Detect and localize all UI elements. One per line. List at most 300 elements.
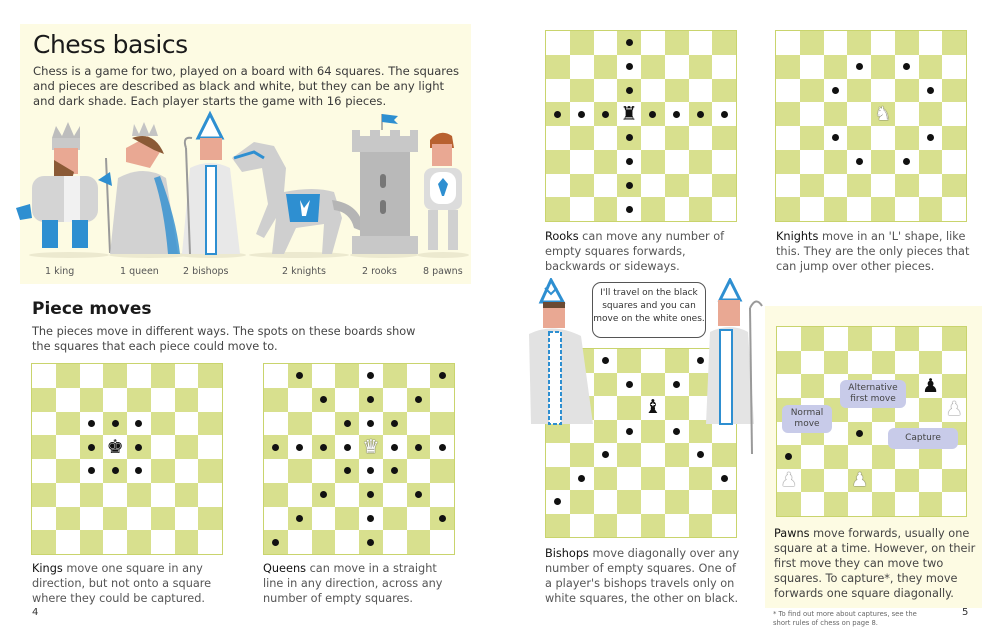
move-dot-icon <box>439 444 446 451</box>
board-square <box>407 364 431 388</box>
board-square <box>127 483 151 507</box>
board-square <box>617 490 641 514</box>
board-square <box>594 373 618 397</box>
board-square <box>359 530 383 554</box>
board-square <box>288 530 312 554</box>
board-square <box>942 174 966 198</box>
board-square <box>712 79 736 103</box>
board-square <box>127 388 151 412</box>
board-square <box>942 126 966 150</box>
board-square <box>641 55 665 79</box>
board-square <box>689 514 713 538</box>
board-square <box>871 55 895 79</box>
board-square <box>641 396 665 420</box>
board-square <box>919 150 943 174</box>
board-square <box>175 507 199 531</box>
board-square <box>617 373 641 397</box>
board-square <box>80 364 104 388</box>
board-square <box>594 174 618 198</box>
board-square <box>546 174 570 198</box>
board-square <box>32 483 56 507</box>
move-dot-icon <box>649 111 656 118</box>
board-square <box>546 514 570 538</box>
board-square <box>312 507 336 531</box>
board-square <box>712 126 736 150</box>
pawn-piece-icon: ♟ <box>780 469 798 492</box>
pawn-piece-icon: ♟ <box>922 374 940 397</box>
board-square <box>430 364 454 388</box>
board-square <box>175 364 199 388</box>
move-dot-icon <box>578 475 585 482</box>
move-dot-icon <box>344 444 351 451</box>
board-square <box>847 102 871 126</box>
board-square <box>546 55 570 79</box>
move-dot-icon <box>626 87 633 94</box>
board-square <box>264 483 288 507</box>
board-square <box>665 349 689 373</box>
board-square <box>335 507 359 531</box>
board-square <box>151 388 175 412</box>
board-square <box>175 530 199 554</box>
board-square <box>546 443 570 467</box>
board-square <box>56 364 80 388</box>
move-dot-icon <box>626 428 633 435</box>
board-square <box>32 459 56 483</box>
board-square <box>617 420 641 444</box>
board-square <box>312 435 336 459</box>
board-square <box>80 388 104 412</box>
board-square <box>872 492 896 516</box>
board-square <box>570 126 594 150</box>
board-square <box>617 467 641 491</box>
board-square <box>689 126 713 150</box>
board-square <box>127 507 151 531</box>
move-dot-icon <box>721 475 728 482</box>
board-square <box>942 79 966 103</box>
board-square <box>312 459 336 483</box>
label-king: 1 king <box>45 266 75 277</box>
board-square <box>712 150 736 174</box>
move-dot-icon <box>296 444 303 451</box>
pawn-caption-text: move forwards, usually one square at a time. However, on their first move they can move two squares. To capture*, they move forwards one square diagonally. <box>774 527 976 600</box>
board-square <box>665 102 689 126</box>
bishop-figure-icon <box>178 114 246 258</box>
king-caption-bold: Kings <box>32 562 63 575</box>
board-square <box>895 327 919 351</box>
board-square <box>570 443 594 467</box>
board-square <box>641 514 665 538</box>
board-square <box>617 126 641 150</box>
board-square <box>407 459 431 483</box>
board-square <box>594 420 618 444</box>
king-moves-board <box>31 363 223 555</box>
board-square <box>407 507 431 531</box>
board-square <box>776 102 800 126</box>
board-square <box>847 197 871 221</box>
intro-text: Chess is a game for two, played on a board with 64 squares. The squares and pieces are described as black and white, but they can be any light and dark shade. Each player starts the game with 16 pieces. <box>33 64 459 108</box>
pawn-figure-icon <box>417 133 469 258</box>
queen-moves-board <box>263 363 455 555</box>
board-square <box>641 443 665 467</box>
board-square <box>801 351 825 375</box>
board-square <box>665 126 689 150</box>
board-square <box>312 412 336 436</box>
move-dot-icon <box>439 515 446 522</box>
move-dot-icon <box>856 63 863 70</box>
alternative-first-move-label: Alternative first move <box>840 380 906 408</box>
board-square <box>665 490 689 514</box>
queen-caption <box>263 561 458 606</box>
board-square <box>665 197 689 221</box>
board-square <box>617 514 641 538</box>
board-square <box>312 483 336 507</box>
board-square <box>800 174 824 198</box>
board-square <box>103 459 127 483</box>
board-square <box>641 197 665 221</box>
board-square <box>198 412 222 436</box>
move-dot-icon <box>673 111 680 118</box>
board-square <box>383 530 407 554</box>
board-square <box>776 31 800 55</box>
board-square <box>594 514 618 538</box>
board-square <box>919 31 943 55</box>
board-square <box>641 467 665 491</box>
move-dot-icon <box>673 428 680 435</box>
label-rooks: 2 rooks <box>362 266 397 277</box>
king-caption <box>32 561 222 606</box>
board-square <box>942 327 966 351</box>
board-square <box>617 55 641 79</box>
piece-count-labels <box>20 266 471 280</box>
board-square <box>872 351 896 375</box>
board-square <box>594 102 618 126</box>
board-square <box>919 79 943 103</box>
board-square <box>383 459 407 483</box>
board-square <box>665 420 689 444</box>
board-square <box>198 459 222 483</box>
move-dot-icon <box>626 134 633 141</box>
page-title: Chess basics <box>33 30 188 59</box>
queen-caption-bold: Queens <box>263 562 306 575</box>
board-square <box>777 445 801 469</box>
board-square <box>895 126 919 150</box>
rook-caption-text: can move any number of empty squares forwards, backwards or sideways. <box>545 230 725 273</box>
board-square <box>942 351 966 375</box>
board-square <box>312 388 336 412</box>
move-dot-icon <box>626 206 633 213</box>
board-square <box>175 435 199 459</box>
board-square <box>942 398 966 422</box>
board-square <box>594 126 618 150</box>
board-square <box>430 483 454 507</box>
board-square <box>641 373 665 397</box>
board-square <box>546 197 570 221</box>
board-square <box>641 420 665 444</box>
board-square <box>895 469 919 493</box>
board-square <box>824 197 848 221</box>
board-square <box>594 490 618 514</box>
board-square <box>407 412 431 436</box>
board-square <box>712 197 736 221</box>
move-dot-icon <box>320 444 327 451</box>
normal-move-label: Normal move <box>782 405 832 433</box>
board-square <box>712 490 736 514</box>
board-square <box>871 126 895 150</box>
board-square <box>288 412 312 436</box>
board-square <box>103 364 127 388</box>
board-square <box>175 483 199 507</box>
move-dot-icon <box>626 39 633 46</box>
board-square <box>359 483 383 507</box>
pawn-caption <box>774 526 979 601</box>
move-dot-icon <box>367 539 374 546</box>
section-title: Piece moves <box>32 299 152 319</box>
board-square <box>895 197 919 221</box>
board-square <box>32 388 56 412</box>
board-square <box>776 126 800 150</box>
speech-bubble: I'll travel on the black squares and you can move on the white ones. <box>592 282 706 338</box>
board-square <box>127 435 151 459</box>
knight-moves-board <box>775 30 967 222</box>
board-square <box>383 483 407 507</box>
board-square <box>641 174 665 198</box>
board-square <box>546 102 570 126</box>
board-square <box>594 396 618 420</box>
move-dot-icon <box>320 396 327 403</box>
board-square <box>594 55 618 79</box>
board-square <box>776 174 800 198</box>
board-square <box>712 174 736 198</box>
pawn-caption-bold: Pawns <box>774 527 810 540</box>
rook-caption <box>545 229 725 274</box>
move-dot-icon <box>832 134 839 141</box>
board-square <box>570 31 594 55</box>
board-square <box>335 435 359 459</box>
page-number-right: 5 <box>962 607 969 618</box>
bishop-piece-icon: ♝ <box>644 396 662 419</box>
board-square <box>127 530 151 554</box>
move-dot-icon <box>88 420 95 427</box>
board-square <box>665 79 689 103</box>
board-square <box>895 150 919 174</box>
board-square <box>847 150 871 174</box>
bishop-caption-text: move diagonally over any number of empty squares. One of a player's bishops travels only on white squares, the other on black. <box>545 547 740 605</box>
board-square <box>103 412 127 436</box>
board-square <box>641 79 665 103</box>
section-text: The pieces move in different ways. The spots on these boards show the squares that each piece could move to. <box>32 325 416 353</box>
board-square <box>430 459 454 483</box>
move-dot-icon <box>88 467 95 474</box>
board-square <box>359 364 383 388</box>
board-square <box>800 55 824 79</box>
board-square <box>777 351 801 375</box>
board-square <box>198 435 222 459</box>
board-square <box>895 55 919 79</box>
board-square <box>848 351 872 375</box>
board-square <box>383 364 407 388</box>
board-square <box>665 514 689 538</box>
board-square <box>777 469 801 493</box>
move-dot-icon <box>697 357 704 364</box>
board-square <box>801 445 825 469</box>
move-dot-icon <box>697 111 704 118</box>
board-square <box>617 197 641 221</box>
rook-piece-icon: ♜ <box>620 102 638 125</box>
board-square <box>776 150 800 174</box>
board-square <box>800 126 824 150</box>
board-square <box>824 150 848 174</box>
board-square <box>847 55 871 79</box>
board-square <box>430 388 454 412</box>
board-square <box>546 150 570 174</box>
board-square <box>800 150 824 174</box>
move-dot-icon <box>88 444 95 451</box>
board-square <box>407 435 431 459</box>
board-square <box>895 79 919 103</box>
board-square <box>942 102 966 126</box>
board-square <box>942 31 966 55</box>
board-square <box>895 102 919 126</box>
board-square <box>871 79 895 103</box>
board-square <box>617 79 641 103</box>
move-dot-icon <box>320 491 327 498</box>
board-square <box>800 31 824 55</box>
board-square <box>641 150 665 174</box>
board-square <box>919 174 943 198</box>
board-square <box>617 349 641 373</box>
move-dot-icon <box>697 451 704 458</box>
move-dot-icon <box>721 111 728 118</box>
board-square <box>919 492 943 516</box>
board-square <box>430 530 454 554</box>
board-square <box>175 412 199 436</box>
board-square <box>80 530 104 554</box>
board-square <box>151 364 175 388</box>
board-square <box>824 351 848 375</box>
board-square <box>127 364 151 388</box>
board-square <box>824 55 848 79</box>
board-square <box>546 126 570 150</box>
move-dot-icon <box>602 111 609 118</box>
move-dot-icon <box>927 87 934 94</box>
board-square <box>151 435 175 459</box>
board-square <box>942 55 966 79</box>
move-dot-icon <box>578 111 585 118</box>
board-square <box>359 507 383 531</box>
footnote: * To find out more about captures, see the short rules of chess on page 8. <box>773 610 917 627</box>
board-square <box>264 364 288 388</box>
board-square <box>103 483 127 507</box>
move-dot-icon <box>785 453 792 460</box>
board-square <box>570 174 594 198</box>
knight-horse-figure-icon <box>232 142 364 258</box>
move-dot-icon <box>856 158 863 165</box>
board-square <box>335 459 359 483</box>
board-square <box>103 530 127 554</box>
queen-figure-icon <box>109 122 189 258</box>
move-dot-icon <box>626 381 633 388</box>
board-square <box>151 459 175 483</box>
board-square <box>80 483 104 507</box>
knight-caption-text: move in an 'L' shape, like this. They are the only pieces that can jump over other pieces. <box>776 230 970 273</box>
board-square <box>198 530 222 554</box>
bishop-character-left-icon <box>527 278 597 428</box>
board-square <box>895 31 919 55</box>
board-square <box>848 469 872 493</box>
board-square <box>617 396 641 420</box>
label-queen: 1 queen <box>120 266 159 277</box>
board-square <box>919 55 943 79</box>
board-square <box>665 174 689 198</box>
move-dot-icon <box>112 467 119 474</box>
board-square <box>264 412 288 436</box>
board-square <box>712 55 736 79</box>
board-square <box>103 435 127 459</box>
board-square <box>546 490 570 514</box>
move-dot-icon <box>272 444 279 451</box>
board-square <box>32 412 56 436</box>
board-square <box>942 197 966 221</box>
pawn-piece-icon: ♟ <box>945 398 963 421</box>
board-square <box>847 31 871 55</box>
board-square <box>359 388 383 412</box>
board-square <box>871 102 895 126</box>
king-caption-text: move one square in any direction, but not onto a square where they could be captured. <box>32 562 212 605</box>
board-square <box>848 445 872 469</box>
board-square <box>824 174 848 198</box>
board-square <box>872 327 896 351</box>
board-square <box>570 514 594 538</box>
move-dot-icon <box>296 515 303 522</box>
board-square <box>335 483 359 507</box>
board-square <box>777 374 801 398</box>
move-dot-icon <box>554 111 561 118</box>
board-square <box>312 530 336 554</box>
board-square <box>942 469 966 493</box>
board-square <box>570 102 594 126</box>
move-dot-icon <box>626 63 633 70</box>
page-number-left: 4 <box>32 607 39 618</box>
move-dot-icon <box>415 491 422 498</box>
bishop-caption <box>545 546 745 606</box>
board-square <box>801 374 825 398</box>
board-square <box>570 150 594 174</box>
move-dot-icon <box>367 420 374 427</box>
board-square <box>777 327 801 351</box>
board-square <box>665 373 689 397</box>
board-square <box>641 31 665 55</box>
board-square <box>56 483 80 507</box>
board-square <box>848 327 872 351</box>
board-square <box>56 530 80 554</box>
bishop-character-right-icon <box>706 278 766 458</box>
board-square <box>198 507 222 531</box>
board-square <box>594 150 618 174</box>
board-square <box>641 490 665 514</box>
board-square <box>546 31 570 55</box>
board-square <box>776 197 800 221</box>
capture-label: Capture <box>888 428 958 449</box>
board-square <box>800 102 824 126</box>
board-square <box>942 150 966 174</box>
board-square <box>824 31 848 55</box>
board-square <box>32 435 56 459</box>
board-square <box>776 55 800 79</box>
board-square <box>712 467 736 491</box>
board-square <box>871 31 895 55</box>
board-square <box>617 31 641 55</box>
move-dot-icon <box>135 444 142 451</box>
